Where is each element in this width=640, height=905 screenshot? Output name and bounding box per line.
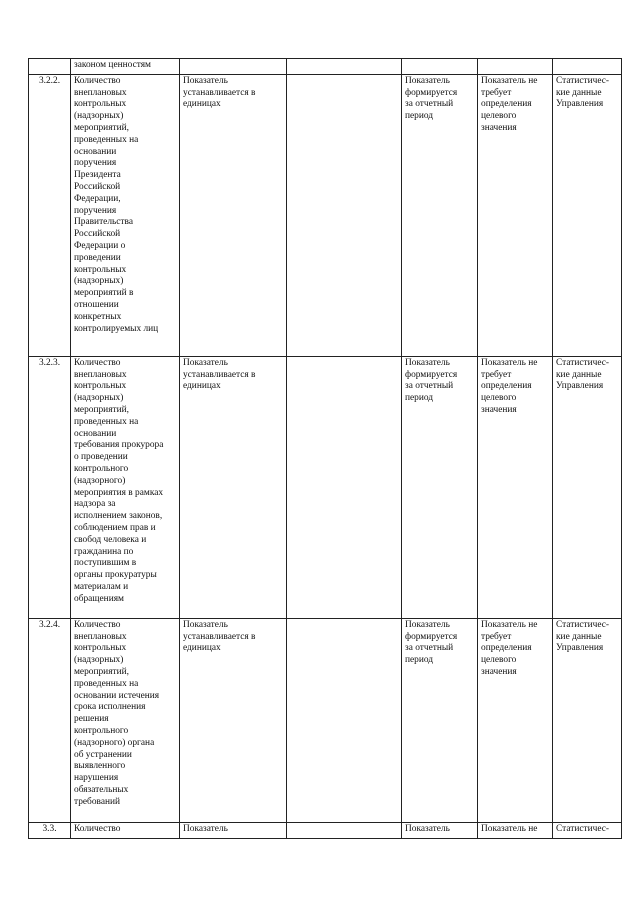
table-row [29, 618, 622, 822]
cell-period: Показатель [402, 822, 478, 838]
indicators-table [28, 58, 622, 839]
cell-period: Показатель формируется за отчетный период [402, 618, 478, 822]
cell-num: 3.3. [29, 822, 71, 838]
cell-unit: Показатель устанавливается в единицах [180, 618, 287, 822]
table-row [29, 822, 622, 838]
cell-unit: Показатель устанавливается в единицах [180, 356, 287, 618]
cell-empty [287, 356, 402, 618]
cell-text: законом ценностям [74, 60, 151, 70]
cell-num: 3.2.4. [29, 618, 71, 822]
cell-empty [287, 59, 402, 75]
cell-source: Статистичес- кие данные Управления [553, 356, 622, 618]
cell-source [553, 59, 622, 75]
cell-indicator-name: Количество [71, 822, 180, 838]
cell-empty [287, 74, 402, 356]
cell-unit: Показатель устанавливается в единицах [180, 74, 287, 356]
cell-num: 3.2.2. [29, 74, 71, 356]
cell-target: Показатель не требует определения целевого значения [478, 618, 553, 822]
cell-indicator-name [71, 59, 180, 75]
cell-period [402, 59, 478, 75]
cell-target: Показатель не требует определения целевого значения [478, 356, 553, 618]
cell-source: Статистичес- кие данные Управления [553, 74, 622, 356]
cell-indicator-name: Количество внеплановых контрольных (надзорных) мероприятий, проведенных на основании истечения срока исполнения решения контрольного (надзорного) органа об устранении выявленного нарушения обязательных требований [71, 618, 180, 822]
table-row [29, 74, 622, 356]
table-row-continuation [29, 59, 622, 75]
cell-indicator-name: Количество внеплановых контрольных (надзорных) мероприятий, проведенных на основании поручения Президента Российской Федерации, поручения Правительства Российской Федерации о проведении контрольных (надзорных) мероприятий в отношении конкретных контролируемых лиц [71, 74, 180, 356]
cell-target [478, 59, 553, 75]
table-row [29, 356, 622, 618]
cell-source: Статистичес- [553, 822, 622, 838]
cell-unit [180, 59, 287, 75]
cell-period: Показатель формируется за отчетный период [402, 74, 478, 356]
cell-source: Статистичес- кие данные Управления [553, 618, 622, 822]
cell-num: 3.2.3. [29, 356, 71, 618]
cell-target: Показатель не [478, 822, 553, 838]
cell-indicator-name: Количество внеплановых контрольных (надзорных) мероприятий, проведенных на основании требования прокурора о проведении контрольного (надзорного) мероприятия в рамках надзора за исполнением законов, соблюдением прав и свобод человека и гражданина по поступившим в органы прокуратуры материалам и обращениям [71, 356, 180, 618]
cell-empty [287, 618, 402, 822]
cell-unit: Показатель [180, 822, 287, 838]
cell-target: Показатель не требует определения целевого значения [478, 74, 553, 356]
cell-period: Показатель формируется за отчетный период [402, 356, 478, 618]
cell-num [29, 59, 71, 75]
cell-empty [287, 822, 402, 838]
